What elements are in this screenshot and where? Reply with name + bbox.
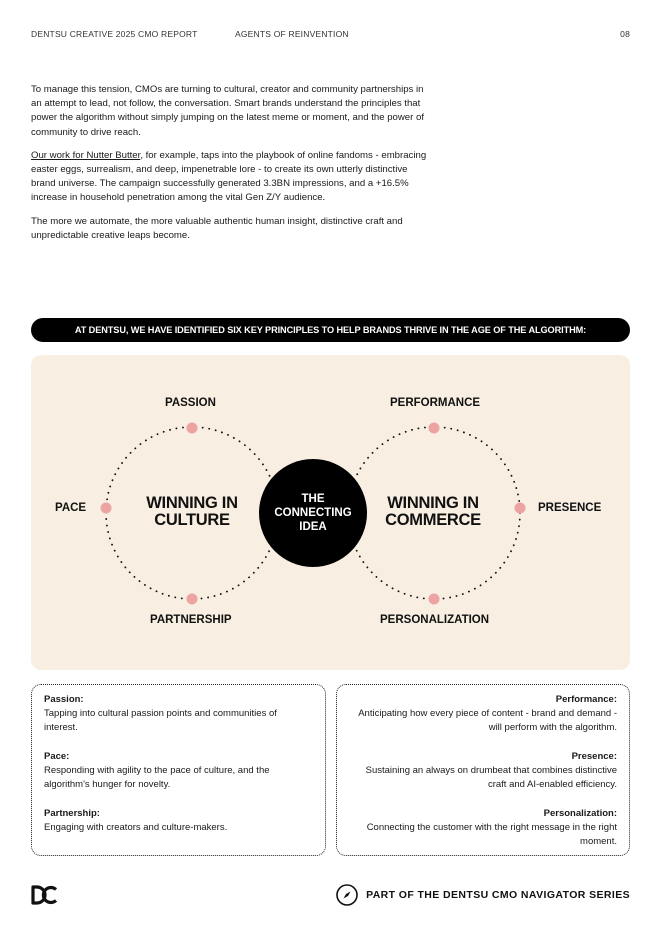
label-performance: PERFORMANCE	[390, 397, 481, 409]
culture-principles-box	[31, 684, 326, 856]
principle-text: Responding with agility to the pace of culture, and the algorithm's hunger for novelty.	[44, 765, 270, 790]
principles-diagram	[31, 355, 630, 670]
principle-title: Pace:	[44, 751, 70, 762]
commerce-line-2: COMMERCE	[385, 511, 481, 529]
culture-line-1: WINNING IN	[146, 494, 238, 512]
paragraph-3: The more we automate, the more valuable authentic human insight, distinctive craft and unpredictable creative leaps become.	[31, 215, 403, 241]
pace-dot	[101, 503, 112, 514]
principle-pace	[44, 750, 313, 792]
presence-dot	[515, 503, 526, 514]
series-label: PART OF THE DENTSU CMO NAVIGATOR SERIES	[366, 889, 630, 901]
principle-title: Partnership:	[44, 808, 100, 819]
personalization-dot	[429, 594, 440, 605]
label-partnership: PARTNERSHIP	[150, 614, 232, 626]
performance-dot	[429, 423, 440, 434]
principle-text: Anticipating how every piece of content - brand and demand - will perform with the algorithm.	[358, 708, 617, 733]
section-title: AGENTS OF REINVENTION	[235, 29, 349, 39]
label-presence: PRESENCE	[538, 502, 602, 514]
principle-presence	[349, 750, 617, 792]
paragraph-2	[31, 149, 431, 206]
passion-dot	[187, 423, 198, 434]
report-title: DENTSU CREATIVE 2025 CMO REPORT	[31, 29, 198, 39]
dentsu-logo-icon	[31, 885, 58, 910]
compass-icon	[336, 884, 358, 906]
principle-text: Connecting the customer with the right message in the right moment.	[366, 822, 617, 847]
principle-title: Passion:	[44, 694, 84, 705]
principle-text: Tapping into cultural passion points and communities of interest.	[44, 708, 277, 733]
label-pace: PACE	[55, 502, 87, 514]
commerce-line-1: WINNING IN	[387, 494, 479, 512]
label-personalization: PERSONALIZATION	[380, 614, 490, 626]
principle-text: Engaging with creators and culture-makers.	[44, 822, 228, 833]
center-line-3: IDEA	[299, 521, 327, 533]
center-line-2: CONNECTING	[274, 507, 352, 519]
principle-title: Performance:	[555, 694, 617, 705]
principle-text: Sustaining an always on drumbeat that combines distinctive craft and AI-enabled efficiency.	[365, 765, 617, 790]
winning-in-culture	[132, 495, 252, 529]
nutter-butter-link[interactable]: Our work for Nutter Butter	[31, 149, 141, 161]
label-passion: PASSION	[165, 397, 216, 409]
series-badge	[336, 884, 630, 906]
connecting-idea-label	[263, 492, 363, 534]
paragraph-1: To manage this tension, CMOs are turning to cultural, creator and community partnerships in an attempt to lead, not follow, the conversation. Smart brands understand the principles that power the algorithm without simply jumping on the latest meme or moment, and the power of community to drive reach.	[31, 84, 425, 138]
principle-partnership	[44, 807, 313, 835]
body-text	[31, 83, 431, 252]
principle-personalization	[349, 807, 617, 849]
principle-title: Personalization:	[543, 808, 617, 819]
paragraph-2-text: , for example, taps into the playbook of online fandoms - embracing easter eggs, surrealism, and deep, impenetrable lore - to create its own utterly distinctive brand universe. The campaign successfully generated 3.3BN impressions, and a +16.5% increase in household penetration among the vital Gen Z/Y audience.	[31, 149, 427, 204]
principles-banner: AT DENTSU, WE HAVE IDENTIFIED SIX KEY PRINCIPLES TO HELP BRANDS THRIVE IN THE AGE OF THE ALGORITHM:	[31, 318, 630, 342]
center-line-1: THE	[301, 493, 325, 505]
commerce-principles-box	[336, 684, 630, 856]
principle-title: Presence:	[571, 751, 617, 762]
culture-line-2: CULTURE	[154, 511, 230, 529]
principle-passion	[44, 693, 313, 735]
partnership-dot	[187, 594, 198, 605]
page-number: 08	[620, 29, 630, 39]
principle-performance	[349, 693, 617, 735]
winning-in-commerce	[371, 495, 495, 529]
